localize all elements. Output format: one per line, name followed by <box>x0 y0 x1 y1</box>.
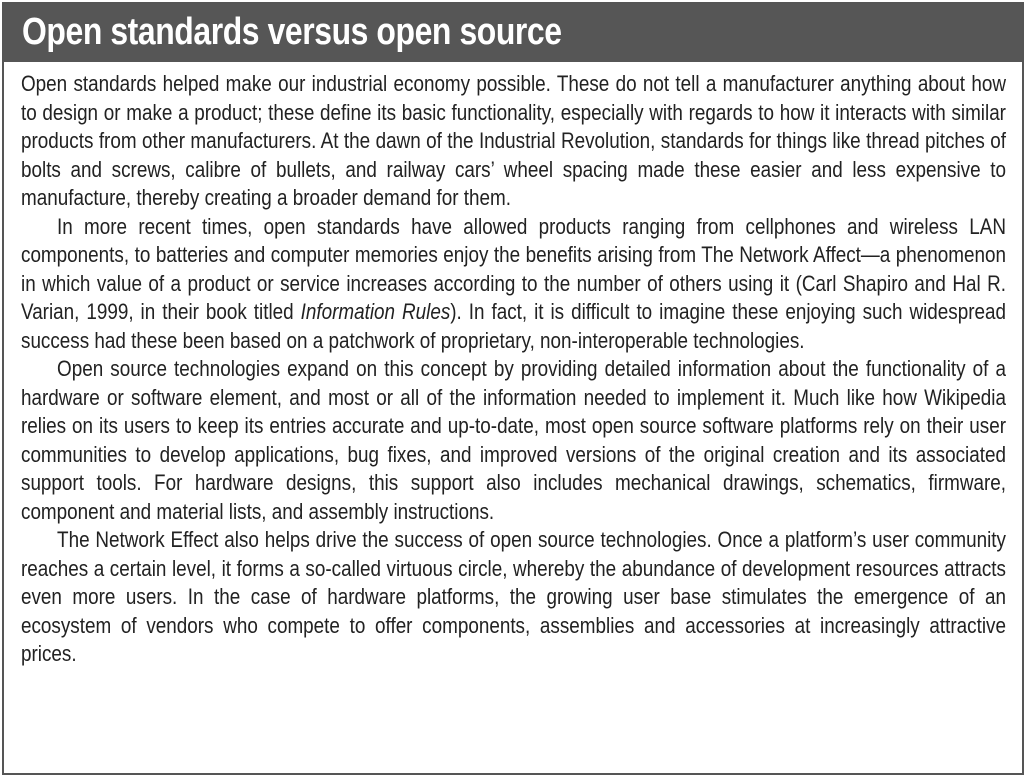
paragraph-4: The Network Effect also helps drive the success of open source technologies. Once a platform’s user community reaches a certain level, it forms a so-called virtuous circle, whereby the abundance of development resources attracts even more users. In the case of hardware platforms, the growing user base stimulates the emergence of an ecosystem of vendors who compete to offer components, assemblies and accessories at increasingly attractive prices. <box>21 527 1006 666</box>
paragraph-1: Open standards helped make our industrial economy possible. These do not tell a manufacturer anything about how to design or make a product; these define its basic functionality, especially with regards to how it interacts with similar products from other manufacturers. At the dawn of the Industrial Revolution, standards for things like thread pitches of bolts and screws, calibre of bullets, and railway cars’ wheel spacing made these easier and less expensive to manufacture, thereby creating a broader demand for them. <box>21 71 1006 210</box>
title-bar <box>4 4 1022 62</box>
book-title-italic: Information Rules <box>300 299 451 324</box>
paragraph-2-text-before: In more recent times, open standards have allowed products ranging from cellphones and wireless LAN components, to batteries and computer memories enjoy the benefits arising from The Network Affect—a phenomenon in which value of a product or service increases according to the number of others using it (Carl Shapiro and Hal R. Varian, 1999, in their book titled <box>21 213 1006 324</box>
paragraph-2 <box>21 213 1006 356</box>
box-content <box>21 70 1006 669</box>
paragraph-3: Open source technologies expand on this concept by providing detailed information about the functionality of a hardware or software element, and most or all of the information needed to implement it. Much like how Wikipedia relies on its users to keep its entries accurate and up-to-date, most open source software platforms rely on their user communities to develop applications, bug fixes, and improved versions of the original creation and its associated support tools. For hardware designs, this support also includes mechanical drawings, schematics, firmware, component and material lists, and assembly instructions. <box>21 356 1006 524</box>
paragraph-2-text-after: ). In fact, it is difficult to imagine these enjoying such widespread success had these been based on a patchwork of proprietary, non-interoperable technologies. <box>21 299 1006 353</box>
box-title: Open standards versus open source <box>22 11 562 53</box>
sidebar-box <box>2 2 1024 775</box>
